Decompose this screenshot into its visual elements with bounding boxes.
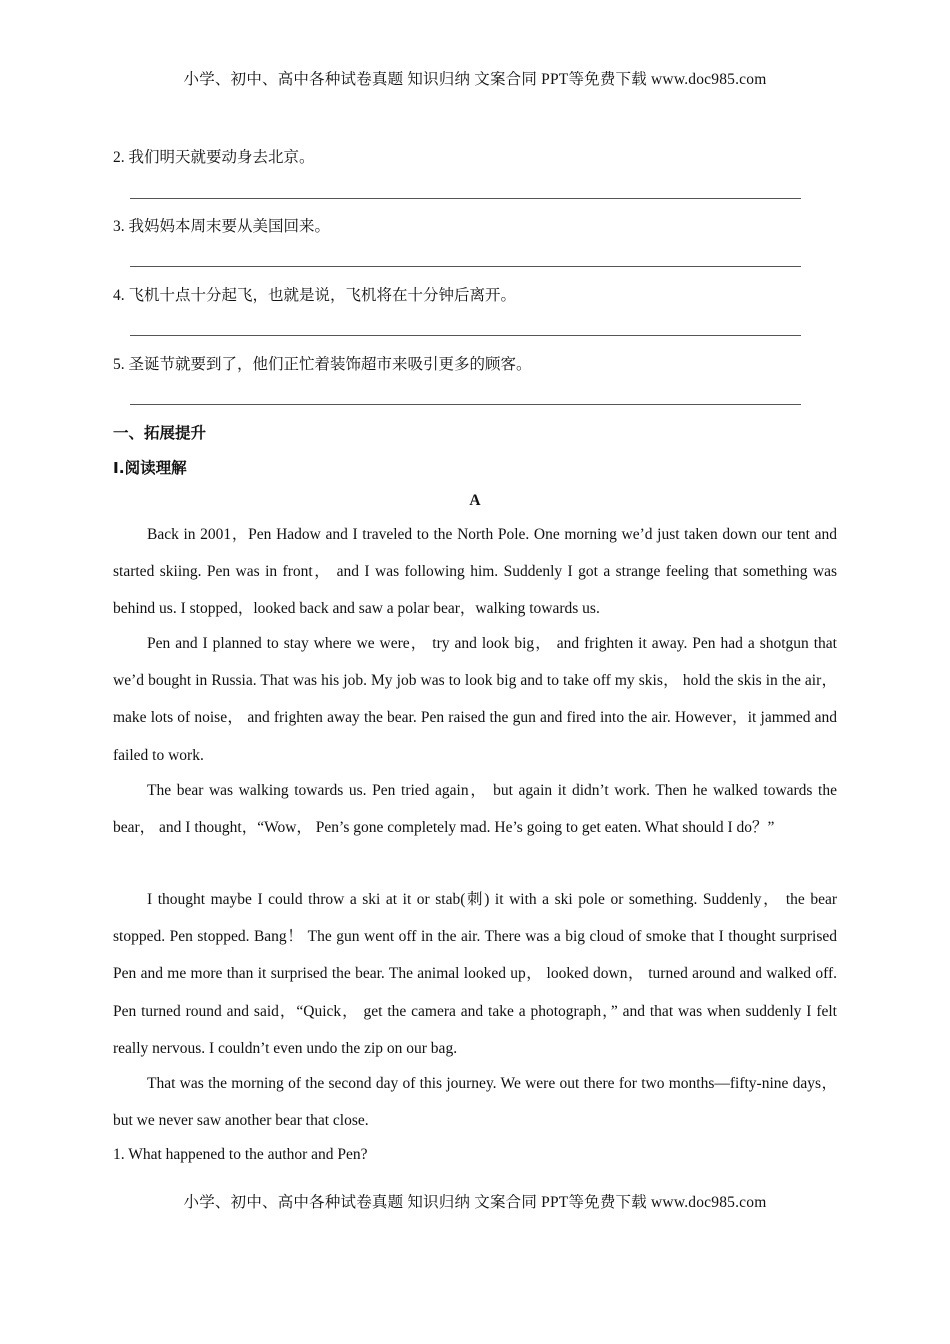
page-footer: 小学、初中、高中各种试卷真题 知识归纳 文案合同 PPT等免费下载 www.doc985.com [183, 1194, 767, 1211]
passage-paragraph-5: That was the morning of the second day of this journey. We were out there for two months—fifty-nine days，but we never saw another bear that close. [113, 1075, 837, 1130]
translation-item-2: 2. 我们明天就要动身去北京。 [113, 149, 315, 166]
section-title: 一、拓展提升 [113, 424, 207, 442]
passage-paragraph-1: Back in 2001，Pen Hadow and I traveled to the North Pole. One morning we’d just taken down our tent and started skiing. Pen was in front， and I was following him. Suddenly I got a strange feeling that something was behind us. I stopped，looked back and saw a polar bear，walking towards us. [113, 526, 837, 618]
translation-item-4: 4. 飞机十点十分起飞，也就是说，飞机将在十分钟后离开。 [113, 287, 517, 304]
page-header: 小学、初中、高中各种试卷真题 知识归纳 文案合同 PPT等免费下载 www.doc985.com [183, 71, 767, 88]
section-subtitle: I.阅读理解 [113, 459, 187, 477]
answer-line [130, 335, 801, 336]
passage-label: A [469, 492, 481, 509]
comprehension-question-1: 1. What happened to the author and Pen? [113, 1146, 368, 1163]
answer-line [130, 266, 801, 267]
translation-item-5: 5. 圣诞节就要到了，他们正忙着装饰超市来吸引更多的顾客。 [113, 356, 532, 373]
answer-line [130, 404, 801, 405]
answer-line [130, 198, 801, 199]
passage-paragraph-2: Pen and I planned to stay where we were， try and look big， and frighten it away. Pen had a shotgun that we’d bought in Russia. That was his job. My job was to look big and to take off my skis， hold the skis in the air， make lots of noise， and frighten away the bear. Pen raised the gun and fired into the air. However，it jammed and failed to work. [113, 635, 837, 764]
passage-paragraph-3: The bear was walking towards us. Pen tried again， but again it didn’t work. Then he walked towards the bear， and I thought，“Wow， Pen’s gone completely mad. He’s going to get eaten. What should I do？” [113, 782, 837, 837]
passage-paragraph-4: I thought maybe I could throw a ski at it or stab(刺) it with a ski pole or something. Suddenly， the bear stopped. Pen stopped. Bang！ The gun went off in the air. There was a big cloud of smoke that I thought surprised Pen and me more than it surprised the bear. The animal looked up， looked down， turned around and walked off. Pen turned round and said，“Quick， get the camera and take a photograph，” and that was when suddenly I felt really nervous. I couldn’t even undo the zip on our bag. [113, 891, 837, 1057]
translation-item-3: 3. 我妈妈本周末要从美国回来。 [113, 218, 331, 235]
